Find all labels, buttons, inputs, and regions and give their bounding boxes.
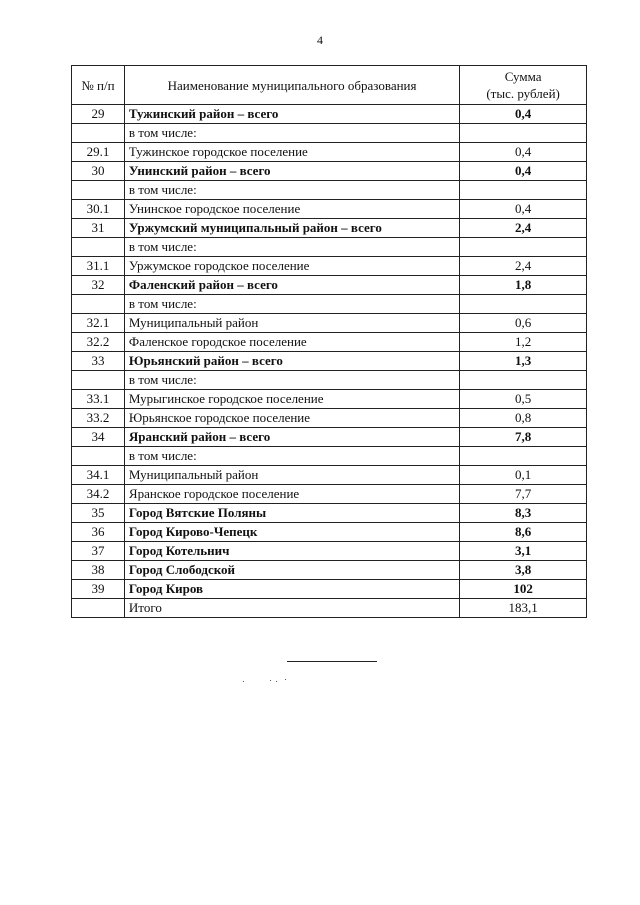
row-number: 32.2 [72,333,125,352]
row-number: 33.2 [72,409,125,428]
row-number: 32 [72,276,125,295]
row-name: Тужинский район – всего [124,105,459,124]
table-row [72,124,587,143]
row-name: Мурыгинское городское поселение [124,390,459,409]
row-name: Муниципальный район [124,466,459,485]
row-name: Город Вятские Поляны [124,504,459,523]
row-sum: 2,4 [460,219,587,238]
table-row [72,105,587,124]
row-name: в том числе: [124,295,459,314]
table-row [72,333,587,352]
row-sum: 8,6 [460,523,587,542]
row-sum: 2,4 [460,257,587,276]
row-sum: 1,3 [460,352,587,371]
table-row [72,238,587,257]
row-number: 29 [72,105,125,124]
row-number [72,181,125,200]
row-name: Город Котельнич [124,542,459,561]
row-name: Тужинское городское поселение [124,143,459,162]
row-sum: 183,1 [460,599,587,618]
row-name: в том числе: [124,124,459,143]
row-sum: 8,3 [460,504,587,523]
table-row [72,485,587,504]
row-sum: 3,8 [460,561,587,580]
row-sum: 0,4 [460,143,587,162]
row-sum: 7,8 [460,428,587,447]
row-number: 39 [72,580,125,599]
table-row [72,580,587,599]
table-row [72,409,587,428]
row-sum: 0,4 [460,105,587,124]
row-sum: 0,5 [460,390,587,409]
table-row [72,276,587,295]
row-sum: 0,1 [460,466,587,485]
row-number [72,295,125,314]
row-name: Фаленский район – всего [124,276,459,295]
row-number: 36 [72,523,125,542]
row-sum [460,124,587,143]
row-sum: 3,1 [460,542,587,561]
header-sum [460,66,587,105]
row-sum: 0,4 [460,162,587,181]
row-number: 31 [72,219,125,238]
row-number: 30.1 [72,200,125,219]
row-sum: 0,6 [460,314,587,333]
table-row [72,561,587,580]
row-sum: 102 [460,580,587,599]
row-sum: 0,8 [460,409,587,428]
row-sum: 0,4 [460,200,587,219]
row-number [72,124,125,143]
row-name: Муниципальный район [124,314,459,333]
table-row [72,200,587,219]
row-sum: 1,8 [460,276,587,295]
table-row [72,599,587,618]
row-name: Город Кирово-Чепецк [124,523,459,542]
row-name: Город Киров [124,580,459,599]
row-name: в том числе: [124,371,459,390]
row-number: 37 [72,542,125,561]
table-row [72,257,587,276]
row-name: в том числе: [124,238,459,257]
divider-line [287,661,377,662]
row-name: Унинский район – всего [124,162,459,181]
row-number: 29.1 [72,143,125,162]
row-sum [460,181,587,200]
row-name: Яранский район – всего [124,428,459,447]
row-number: 35 [72,504,125,523]
table-row [72,314,587,333]
scan-specks [243,678,303,684]
table-row [72,181,587,200]
table-body [72,105,587,618]
row-number: 34.2 [72,485,125,504]
table-row [72,447,587,466]
row-sum [460,371,587,390]
row-number [72,599,125,618]
table-row [72,371,587,390]
header-sum-line1: Сумма [504,69,542,84]
row-name: Город Слободской [124,561,459,580]
allocation-table [71,65,587,618]
table-row [72,295,587,314]
row-number [72,447,125,466]
row-name: Итого [124,599,459,618]
row-name: Уржумское городское поселение [124,257,459,276]
table-row [72,390,587,409]
table-row [72,219,587,238]
table-row [72,162,587,181]
row-sum: 7,7 [460,485,587,504]
row-name: Яранское городское поселение [124,485,459,504]
table-row [72,523,587,542]
table-row [72,504,587,523]
row-name: Юрьянское городское поселение [124,409,459,428]
row-name: Унинское городское поселение [124,200,459,219]
row-sum: 1,2 [460,333,587,352]
row-number: 33 [72,352,125,371]
table-row [72,428,587,447]
row-number [72,238,125,257]
table-row [72,466,587,485]
header-name: Наименование муниципального образования [124,66,459,105]
row-sum [460,295,587,314]
row-number: 31.1 [72,257,125,276]
row-name: Уржумский муниципальный район – всего [124,219,459,238]
row-name: в том числе: [124,181,459,200]
row-sum [460,238,587,257]
row-number: 38 [72,561,125,580]
table-row [72,352,587,371]
header-number: № п/п [72,66,125,105]
row-name: в том числе: [124,447,459,466]
table-row [72,143,587,162]
row-number: 34.1 [72,466,125,485]
row-number: 30 [72,162,125,181]
page-number: 4 [317,33,323,47]
row-name: Фаленское городское поселение [124,333,459,352]
row-number [72,371,125,390]
header-sum-line2: (тыс. рублей) [486,86,560,101]
row-number: 34 [72,428,125,447]
table-row [72,542,587,561]
row-name: Юрьянский район – всего [124,352,459,371]
table-header-row [72,66,587,105]
row-number: 33.1 [72,390,125,409]
row-sum [460,447,587,466]
row-number: 32.1 [72,314,125,333]
